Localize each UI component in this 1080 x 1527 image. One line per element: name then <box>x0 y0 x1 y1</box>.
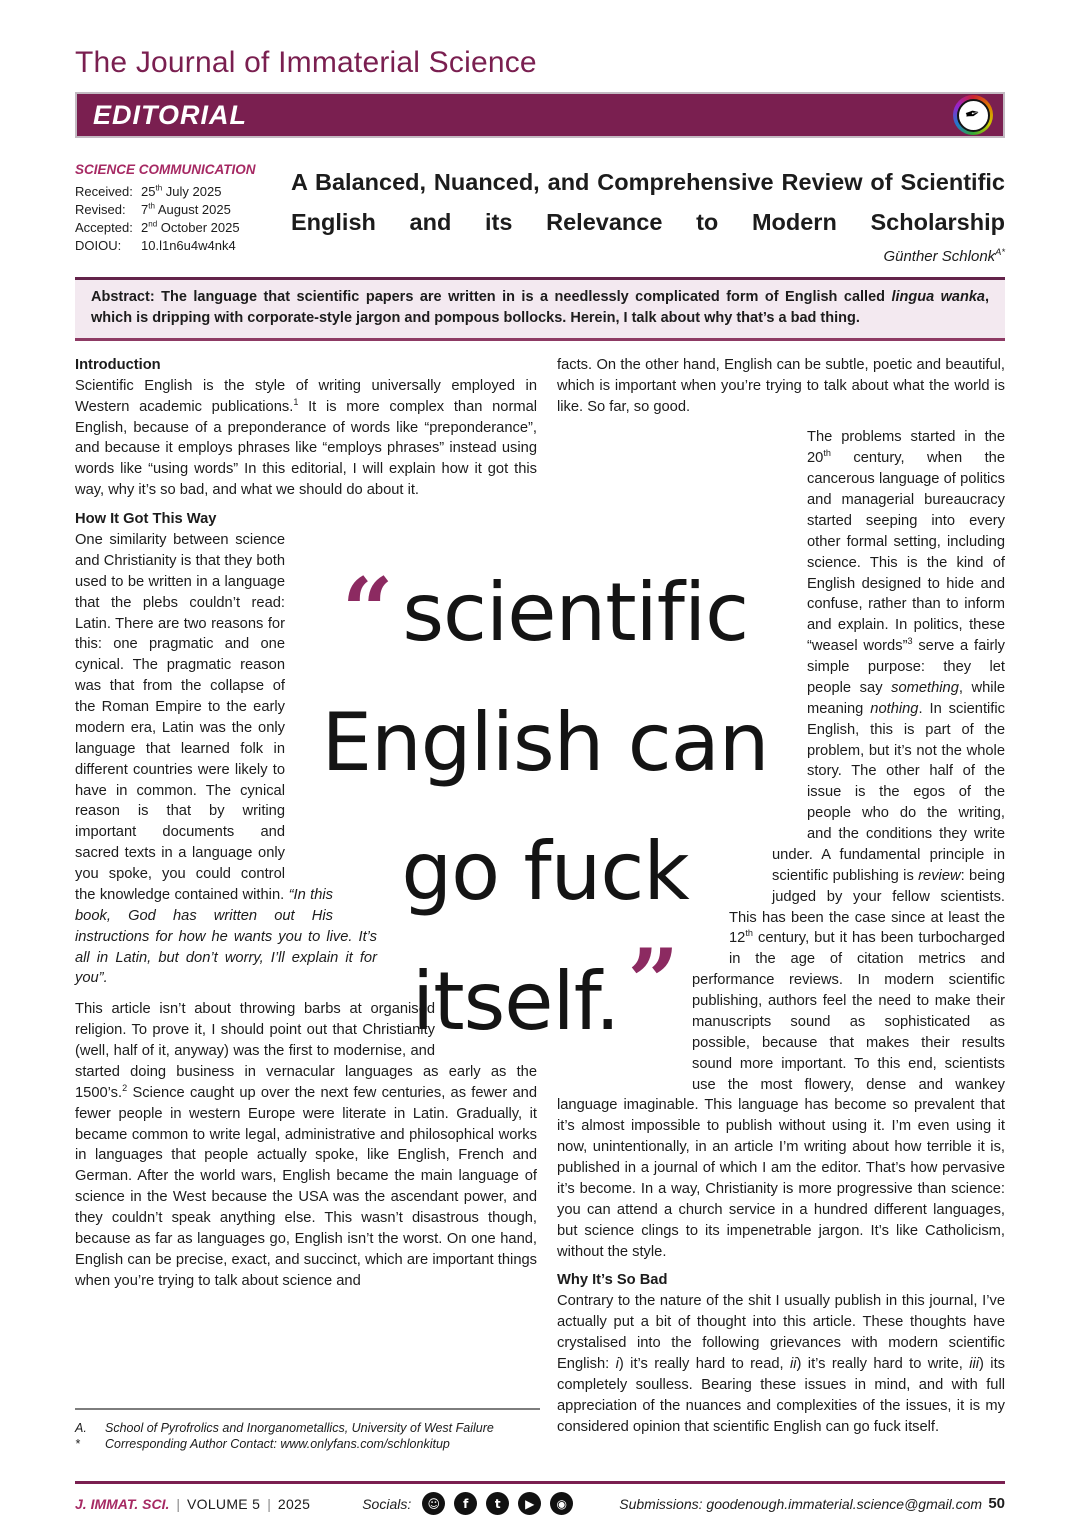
meta-value: 2nd October 2025 <box>141 219 240 235</box>
meta-label: Revised: <box>75 202 126 217</box>
submission-metadata <box>75 162 275 265</box>
journal-logo <box>953 95 993 135</box>
author-name: Günther Schlonk$^{A*}$ <box>883 246 1005 265</box>
meta-and-title-row <box>75 162 1005 265</box>
socials-group <box>362 1492 573 1515</box>
pull-quote-text: go fuck <box>401 825 689 919</box>
page-footer <box>75 1492 1005 1515</box>
footnote-marker: A. <box>75 1421 87 1435</box>
twitter-icon[interactable]: t <box>486 1492 509 1515</box>
pull-quote-text: scientific <box>402 566 749 659</box>
facebook-icon[interactable]: f <box>454 1492 477 1515</box>
facts-paragraph: facts. On the other hand, English can be subtle, poetic and beautiful, which is important when you’re trying to talk about what the world is like. So far, so good. <box>557 356 1005 415</box>
footer-separator: | <box>267 1495 271 1512</box>
year-label: 2025 <box>277 1495 311 1512</box>
meta-label: DOIOU: <box>75 238 122 253</box>
meta-row-accepted <box>75 220 275 235</box>
journal-abbreviation: J. IMMAT. SCI. <box>75 1495 170 1512</box>
how-paragraph-text: One similarity between science and Christianity is that they both used to be written in a language that the plebs couldn’t read: Latin. There are two reasons for this: one pragmatic and one cynical. The pragmatic reason was that from the collapse of the Roman Empire to the early modern era, Latin was the only language that learned folk in different countries were likely to have in common. The cynical reason is that by writing important documents and sacred texts in a language only you spoke, you could control the knowledge contained within. “In this book, God has written out His instructions for how he wants you to live. It’s all in Latin, but don’t worry, I’ll explain it for you”. <box>75 532 377 987</box>
meta-value: 25th July 2025 <box>141 183 222 199</box>
reddit-icon[interactable]: ☺ <box>422 1492 445 1515</box>
meta-value: 7th August 2025 <box>141 201 231 217</box>
footnotes <box>75 1408 540 1453</box>
youtube-icon[interactable]: ▶ <box>518 1492 541 1515</box>
editorial-banner <box>75 92 1005 138</box>
footnote-marker: * <box>75 1437 80 1451</box>
quill-pen-icon: ✒ <box>963 102 983 127</box>
pull-quote-line: “ scientific <box>341 558 749 664</box>
page-number: 50 <box>988 1495 1005 1512</box>
footnote-contact <box>75 1437 540 1451</box>
banner-label: EDITORIAL <box>93 99 248 130</box>
footnote-contact-link[interactable]: Corresponding Author Contact: www.onlyfans.com/schlonkitup <box>105 1437 450 1451</box>
meta-row-doiou <box>75 238 275 253</box>
pull-quote <box>235 548 855 1066</box>
why-paragraph: Contrary to the nature of the shit I usually publish in this journal, I’ve actually put a bit of thought into this article. These thoughts have crystalised into the following grievances with modern scientific English: i) it’s really hard to read, ii) it’s really hard to write, iii) its completely soulless. Bearing these issues in mind, and with full appreciation of the nuances and complexities of the issues, it is my considered opinion that scientific English can go fuck itself. <box>557 1293 1005 1435</box>
section-heading-introduction: Introduction <box>75 356 161 373</box>
intro-paragraph: Scientific English is the style of writing universally employed in Western academic publications.$^1$ It is more complex than normal English, because of a preponderance of words like “preponderance”, and because it employs phrases like “employs phrases” instead using words like “using words” In this editorial, I will explain how it got this way, why it’s so bad, and what we should do about it. <box>75 377 537 499</box>
meta-label: Accepted: <box>75 220 133 235</box>
footnote-affiliation <box>75 1421 540 1435</box>
pull-quote-line <box>235 678 855 808</box>
section-heading-how-it-got-this-way: How It Got This Way <box>75 511 217 528</box>
abstract-box: Abstract: The language that scientific papers are written in is a needlessly complicated form of English called lingua wanka, which is dripping with corporate-style jargon and pompous bollocks. Herein, I talk about why that’s a bad thing. <box>75 277 1005 341</box>
meta-value: 10.l1n6u4w4nk4 <box>141 238 236 253</box>
meta-row-revised <box>75 202 275 217</box>
submissions-email[interactable]: goodenough.immaterial.science@gmail.com <box>706 1495 983 1512</box>
submissions-info <box>619 1496 982 1512</box>
problems-paragraph-text: The problems started in the 20th century, when the cancerous language of politics and managerial bureaucracy started seeping into every other formal setting, including science. This is the kind of English designed to hide and confuse, rather than to inform and explain. In politics, these “weasel words”$^3$ serve a fairly simple purpose: they let people say something, while meaning nothing. In scientific English, this is part of the problem, but it’s not the whole story. The other half of the issue is the egos of the people who do the writing, and the conditions they write under. A fundamental principle in scientific publishing is review: being judged by your fellow scientists. This has been the case since at least the 12th century, but it has been turbocharged in the age of citation metrics and performance reviews. In modern scientific publishing, authors feel the need to make their manuscripts sound as sophisticated as possible, because that makes their results sound more important. To this end, scientists use the most flowery, dense and wankey language imaginable. This language has become so prevalent that it’s almost impossible to publish without using it. I’m even using it now, unintentionally, in an article I’m writing about how terrible it is, published in a journal of which I am the editor. That’s how pervasive it’s become. In a way, Christianity is more progressive than science: you can attend a church service in a hundred different languages, but science clings to its impenetrable jargon. It’s like Catholicism, without the style. <box>557 429 1005 1260</box>
journal-logo-inner <box>957 99 990 132</box>
instagram-icon[interactable]: ◉ <box>550 1492 573 1515</box>
volume-label: VOLUME 5 <box>187 1495 261 1512</box>
footer-divider <box>75 1481 1005 1484</box>
pull-quote-text: itself. <box>411 954 620 1048</box>
footer-separator: | <box>176 1495 181 1512</box>
submissions-label: Submissions: <box>619 1495 703 1512</box>
pull-quote-text: English can <box>321 695 769 789</box>
section-label: SCIENCE COMMUNICATION <box>75 162 256 177</box>
article-title-block <box>275 162 1005 265</box>
article-title: A Balanced, Nuanced, and Comprehensive Review of Scientific English and its Relevance to Modern Scholarship <box>291 169 1005 236</box>
barbs-paragraph: This article isn’t about throwing barbs at organised religion. To prove it, I should point out that Christianity (well, half of it, anyway) was the first to modernise, and started doing business in vernacular languages as early as the 1500’s.$^2$ Science caught up over the next few centuries, as fewer and fewer people in western Europe were literate in Latin. Gradually, it became common to write legal, administrative and philosophical works in languages that people actually spoke, like English, French and German. After the world wars, English became the main language of science in the West because the USA was the ascendant power, and they couldn’t speak anything else. This wasn’t disastrous though, because as far as languages go, English isn’t the worst. On one hand, English can be precise, exact, and succinct, which are important things when you’re trying to talk about science and <box>75 1001 537 1289</box>
footnote-text: School of Pyrofrolics and Inorganometallics, University of West Failure <box>105 1421 494 1435</box>
socials-label: Socials: <box>362 1495 412 1512</box>
pull-quote-line: itself.” <box>411 929 679 1048</box>
section-heading-why-its-so-bad: Why It’s So Bad <box>557 1272 668 1289</box>
meta-label: Received: <box>75 184 133 199</box>
pull-quote-line <box>235 807 855 937</box>
journal-title: The Journal of Immaterial Science <box>75 46 537 79</box>
meta-row-received <box>75 184 275 199</box>
